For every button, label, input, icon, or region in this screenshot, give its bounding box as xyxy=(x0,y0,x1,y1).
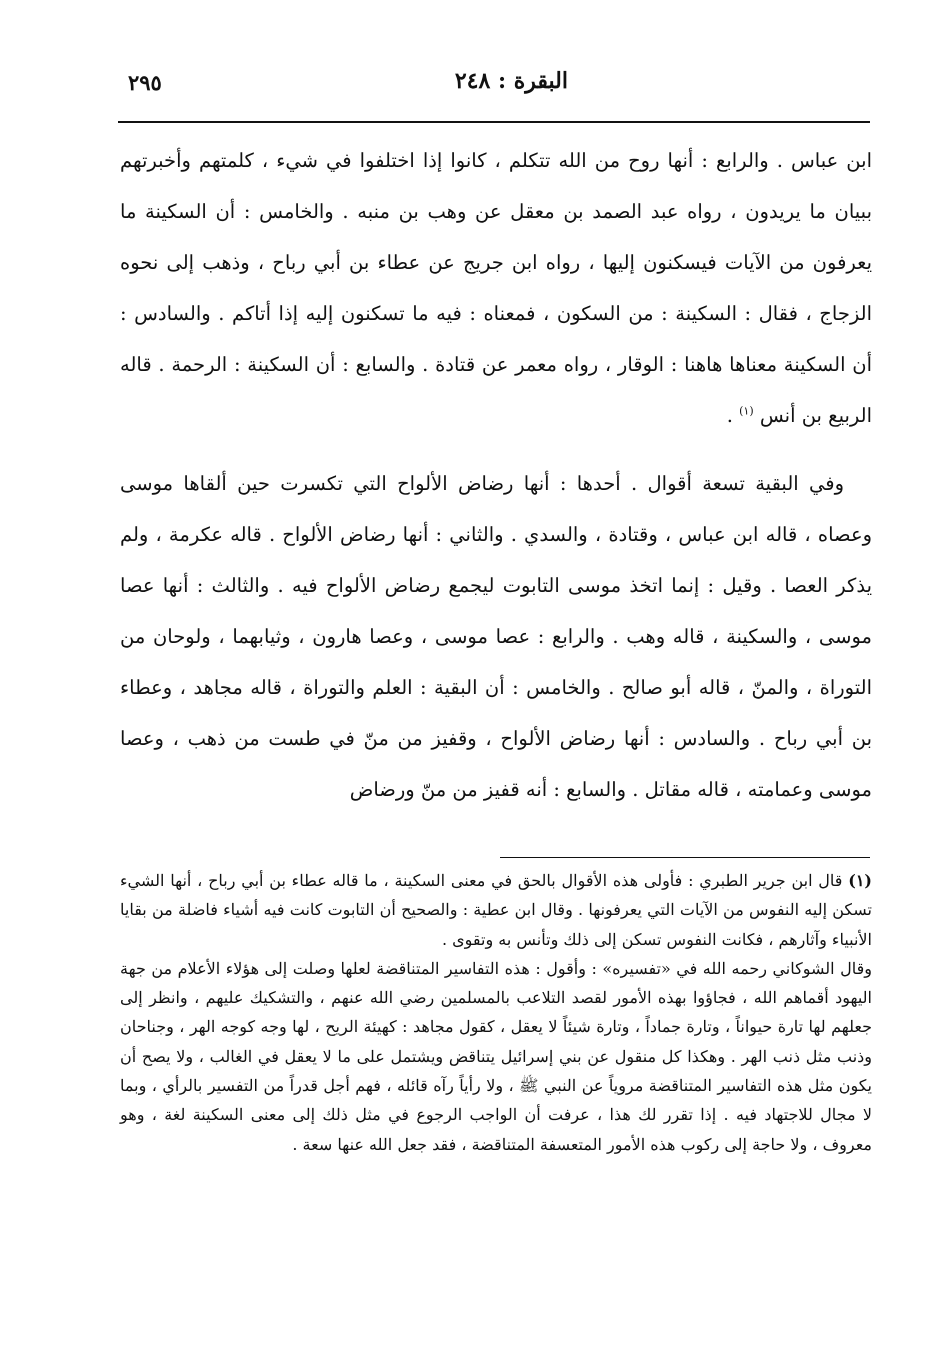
footnote-shawkani-quote: وقال الشوكاني رحمه الله في «تفسيره» : وأقول : هذه التفاسير المتناقضة لعلها وصلت إلى هؤلاء الأعلام من جهة اليهود أقماهم الله ، فجاؤوا بهذه الأمور لقصد التلاعب بالمسلمين رضي الله عنهم ، والتشكيك عليهم ، وانظر إلى جعلهم لها تارة حيواناً ، وتارة جماداً ، وتارة شيئاً لا يعقل ، كقول مجاهد : كهيئة الريح ، لها وجه كوجه الهر ، وجناحان وذنب مثل ذنب الهر . وهكذا كل منقول عن بني إسرائيل يتناقض ويشتمل على ما لا يعقل في الغالب ، ولا يصح أن يكون مثل هذه التفاسير المتناقضة مروياً عن النبي ﷺ ، ولا رأياً رآه قائله ، فهم أجل قدراً من التفسير بالرأي ، وبما لا مجال للاجتهاد فيه . إذا تقرر لك هذا ، عرفت أن الواجب الرجوع في مثل ذلك إلى معنى السكينة لغة ، وهو معروف ، ولا حاجة إلى ركوب هذه الأمور المتعسفة المتناقضة ، فقد جعل الله عنها سعة . xyxy=(120,958,873,1154)
footnote-1 xyxy=(120,866,872,954)
surah-verse-reference: البقرة : ٢٤٨ xyxy=(454,68,568,94)
header-rule xyxy=(118,121,870,123)
footnote-1-number: (١) xyxy=(848,871,872,890)
paragraph-1-text: ابن عباس . والرابع : أنها روح من الله تتكلم ، كانوا إذا اختلفوا في شيء ، كلمتهم وأخبرتهم ببيان ما يريدون ، رواه عبد الصمد بن معقل عن وهب بن منبه . والخامس : أن السكينة ما يعرفون من الآيات فيسكنون إليها ، رواه ابن جريج عن عطاء بن أبي رباح ، وذهب إلى نحوه الزجاج ، فقال : السكينة : من السكون ، فمعناه : فيه ما تسكنون إليه إذا أتاكم . والسادس : أن السكينة معناها هاهنا : الوقار ، رواه معمر عن قتادة . والسابع : أن السكينة : الرحمة . قاله الربيع بن أنس xyxy=(120,149,872,427)
main-text-paragraph-2 xyxy=(120,458,872,815)
paragraph-2-text: وفي البقية تسعة أقوال . أحدها : أنها رضاض الألواح التي تكسرت حين ألقاها موسى وعصاه ، قاله ابن عباس ، وقتادة ، والسدي . والثاني : أنها رضاض الألواح . قاله عكرمة ، ولم يذكر العصا . وقيل : إنما اتخذ موسى التابوت ليجمع رضاض الألواح فيه . والثالث : أنها عصا موسى ، والسكينة ، قاله وهب . والرابع : عصا موسى ، وعصا هارون ، وثيابهما ، ولوحان من التوراة ، والمنّ ، قاله أبو صالح . والخامس : أن البقية : العلم والتوراة ، قاله مجاهد ، وعطاء بن أبي رباح . والسادس : أنها رضاض الألواح ، وقفيز من منّ في طست من ذهب ، وعصا موسى وعمامته ، قاله مقاتل . والسابع : أنه قفيز من منّ ورضاض xyxy=(120,472,873,801)
footnote-reference-1: (١) xyxy=(739,404,754,418)
footnote-separator xyxy=(500,857,870,858)
main-text-paragraph-1 xyxy=(120,135,872,441)
footnote-1-text: قال ابن جرير الطبري : فأولى هذه الأقوال بالحق في معنى السكينة ، ما قاله عطاء بن أبي رباح ، أنها الشيء تسكن إليه النفوس من الآيات التي يعرفونها . وقال ابن عطية : والصحيح أن التابوت كانت فيه أشياء فاضلة من بقايا الأنبياء وآثارهم ، فكانت النفوس تسكن إلى ذلك وتأنس به وتقوى . xyxy=(120,871,872,949)
page-number: ٢٩٥ xyxy=(128,70,162,95)
page-header xyxy=(120,66,868,106)
paragraph-1-end: . xyxy=(726,404,733,427)
footnotes-section xyxy=(120,866,872,1159)
